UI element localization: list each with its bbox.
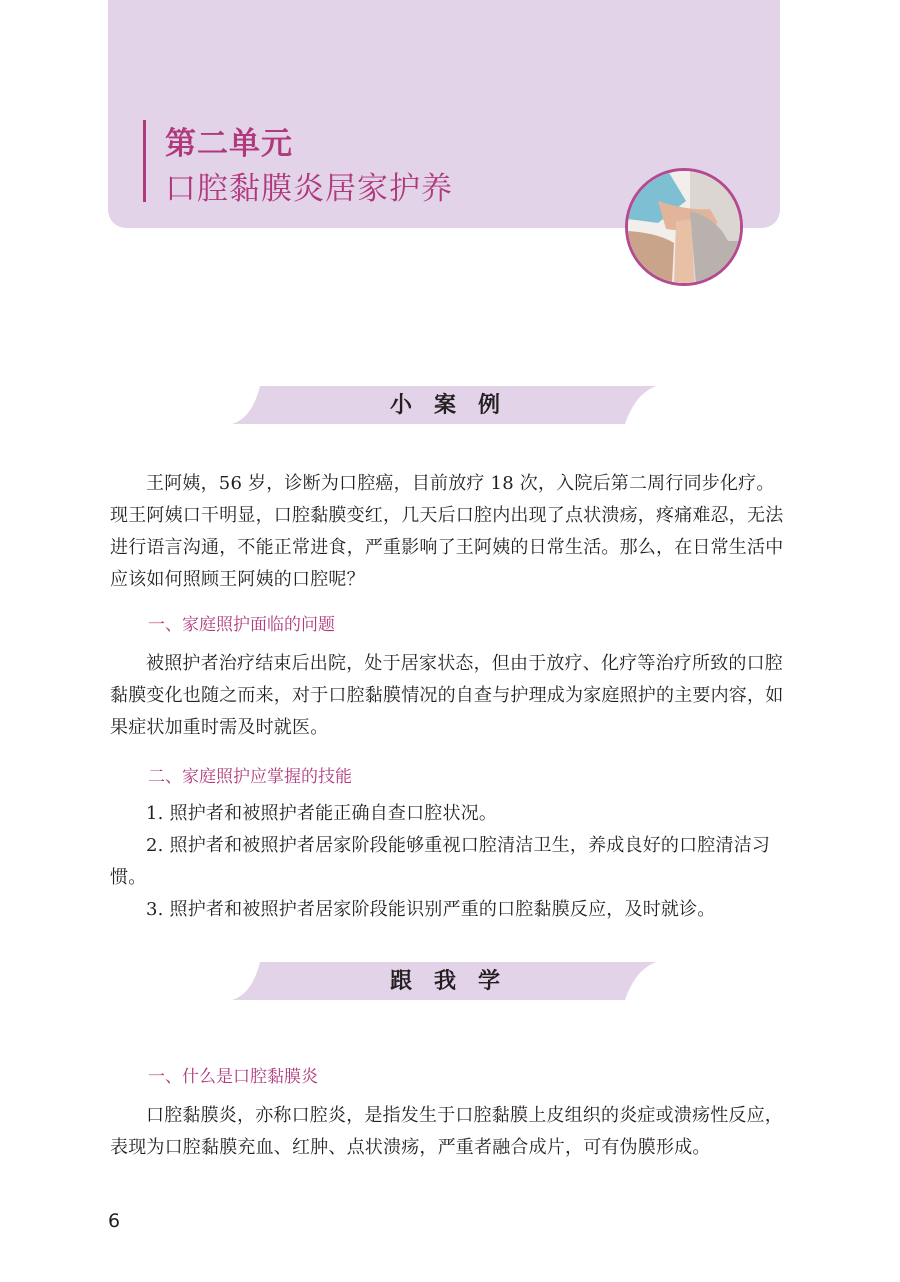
learn-section-title: 跟我学 xyxy=(389,968,522,994)
unit-title: 口腔黏膜炎居家护养 xyxy=(165,171,453,207)
case-paragraph: 王阿姨，56 岁，诊断为口腔癌，目前放疗 18 次，入院后第二周行同步化疗。现王阿姨口干明显，口腔黏膜变红，几天后口腔内出现了点状溃疡，疼痛难忍，无法进行语言沟通，不能正常进食，严重影响了王阿姨的日常生活。那么，在日常生活中应该如何照顾王阿姨的口腔呢？ xyxy=(110,473,784,590)
care-photo xyxy=(625,168,743,286)
title-accent-bar xyxy=(143,120,146,202)
skill-item-2: 2. 照护者和被照护者居家阶段能够重视口腔清洁卫生，养成良好的口腔清洁习惯。 xyxy=(110,835,771,888)
page-number: 6 xyxy=(108,1210,121,1232)
care-photo-illustration xyxy=(628,171,740,283)
unit-label: 第二单元 xyxy=(165,126,293,162)
skills-heading: 二、家庭照护应掌握的技能 xyxy=(148,767,352,787)
case-section-title: 小案例 xyxy=(389,392,522,418)
problems-heading: 一、家庭照护面临的问题 xyxy=(148,615,335,635)
skill-item-3: 3. 照护者和被照护者居家阶段能识别严重的口腔黏膜反应，及时就诊。 xyxy=(146,899,716,920)
problems-paragraph: 被照护者治疗结束后出院，处于居家状态，但由于放疗、化疗等治疗所致的口腔黏膜变化也随之而来，对于口腔黏膜情况的自查与护理成为家庭照护的主要内容，如果症状加重时需及时就医。 xyxy=(110,653,784,738)
definition-paragraph: 口腔黏膜炎，亦称口腔炎，是指发生于口腔黏膜上皮组织的炎症或溃疡性反应，表现为口腔黏膜充血、红肿、点状溃疡，严重者融合成片，可有伪膜形成。 xyxy=(110,1105,783,1158)
learn-section-banner xyxy=(230,960,660,1002)
case-section-banner xyxy=(230,384,660,426)
what-is-heading: 一、什么是口腔黏膜炎 xyxy=(148,1067,318,1087)
skill-item-1: 1. 照护者和被照护者能正确自查口腔状况。 xyxy=(146,803,498,824)
